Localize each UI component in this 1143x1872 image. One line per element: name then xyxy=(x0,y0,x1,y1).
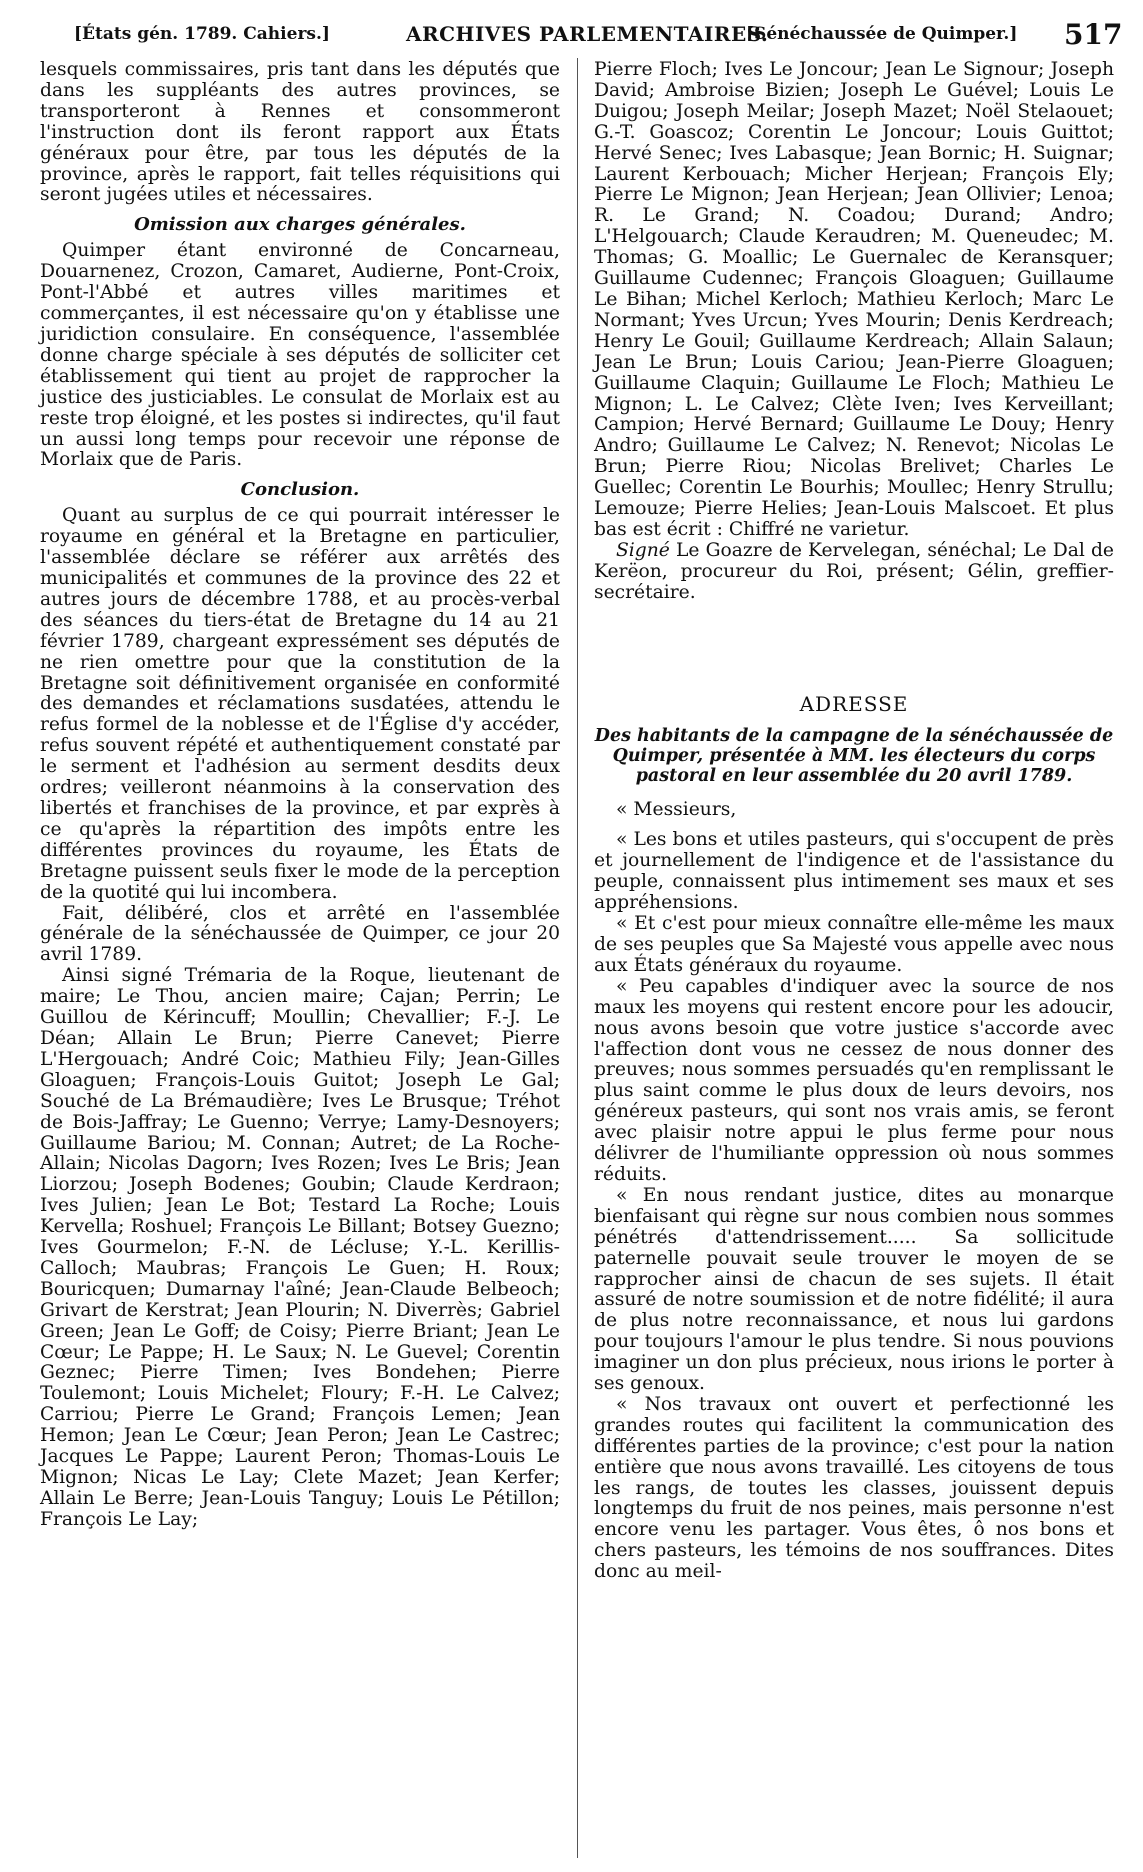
signed-names: Le Goazre de Kervelegan, sénéchal; Le Dal de Kerëon, procureur du Roi, présent; Gélin, greffier-secrétaire. xyxy=(594,539,1114,603)
adresse-title: ADRESSE xyxy=(799,691,909,716)
paragraph: « En nous rendant justice, dites au monarque bienfaisant qui règne sur nous combien nous sommes pénétrés d'attendrissement..... Sa sollicitude paternelle pouvait seule trouver le moyen de se rapprocher ainsi de chacun de ses sujets. Il était assuré de notre soumission et de notre fidélité; il aura de plus notre reconnaissance, et nous lui gardons pour toujours l'amour le plus tendre. Si nous pouvions imaginer un don plus précieux, nous irions le porter à ses genoux. xyxy=(594,1184,1114,1395)
section-heading-conclusion: Conclusion. xyxy=(240,479,360,501)
adresse-subtitle: Des habitants de la campagne de la sénéchaussée de Quimper, présentée à MM. les électeurs du corps pastoral en leur assemblée du 20 avril 1789. xyxy=(594,725,1114,786)
paragraph: Quant au surplus de ce qui pourrait intéresser le royaume en général et la Bretagne en particulier, l'assemblée déclare se référer aux arrêtés des municipalités et communes de la province des 22 et autres jours de décembre 1788, et au procès-verbal des séances du tiers-état de Bretagne du 14 au 21 février 1789, chargeant expressément ses députés de ne rien omettre pour que la constitution de la Bretagne soit définitivement organisée en conformité des demandes et réclamations susdatées, attendu le refus formel de la noblesse et de l'Église d'y accéder, refus souvent répété et authentiquement constaté par le serment et l'adhésion au serment desdits deux ordres; veilleront néanmoins à la conservation des libertés et franchises de la province, et par exprès à ce qu'après la répartition des impôts entre les différentes provinces du royaume, les États de Bretagne puissent seuls fixer le mode de la perception de la quotité qui lui incombera. xyxy=(40,505,560,903)
paragraph: « Peu capables d'indiquer avec la source de nos maux les moyens qui restent encore pour les adoucir, nous avons besoin que votre justice s'accorde avec l'affection dont vous ne cessez de nous donner des preuves; nous sommes persuadés qu'en remplissant le plus saint comme le plus doux de leurs devoirs, nos généreux pasteurs, qui sont nos vrais amis, se feront avec plaisir notre appui le plus ferme pour nous délivrer de l'humiliante oppression où nous sommes réduits. xyxy=(594,975,1114,1185)
section-heading-omission: Omission aux charges générales. xyxy=(134,214,466,236)
paragraph: Fait, délibéré, clos et arrêté en l'assemblée générale de la sénéchaussée de Quimper, ce jour 20 avril 1789. xyxy=(40,902,560,966)
page-number: 517 xyxy=(1064,18,1123,51)
header-title: ARCHIVES PARLEMENTAIRES. xyxy=(406,22,769,46)
paragraph: lesquels commissaires, pris tant dans les députés que dans les suppléants des autres provinces, se transporteront à Rennes et consommeront l'instruction dont ils feront rapport aux États généraux pour être, par tous les députés de la province, après le rapport, fait telles réquisitions qui seront jugées utiles et nécessaires. xyxy=(40,59,560,206)
signatures-paragraph: Ainsi signé Trémaria de la Roque, lieutenant de maire; Le Thou, ancien maire; Cajan; Perrin; Le Guillou de Kérincuff; Moullin; Chevallier; F.-J. Le Déan; Allain Le Brun; Pierre Canevet; Pierre L'Hergouach; André Coic; Mathieu Fily; Jean-Gilles Gloaguen; François-Louis Guitot; Joseph Le Gal; Souché de La Brémaudière; Ives Le Brusque; Tréhot de Bois-Jaffray; Le Guenno; Verrye; Lamy-Desnoyers; Guillaume Bariou; M. Connan; Autret; de La Roche-Allain; Nicolas Dagorn; Ives Rozen; Ives Le Bris; Jean Liorzou; Joseph Bodenes; Goubin; Claude Kerdraon; Ives Julien; Jean Le Bot; Testard La Roche; Louis Kervella; Roshuel; François Le Billant; Botsey Guezno; Ives Gourmelon; F.-N. de Lécluse; Y.-L. Kerillis-Calloch; Maubras; François Le Guen; H. Roux; Bouricquen; Dumarnay l'aîné; Jean-Claude Belbeoch; Grivart de Kerstrat; Jean Plourin; N. Diverrès; Gabriel Green; Jean Le Goff; de Coisy; Pierre Briant; Jean Le Cœur; Le Pappe; H. Le Saux; N. Le Guevel; Corentin Geznec; Pierre Timen; Ives Bondehen; Pierre Toulemont; Louis Michelet; Floury; F.-H. Le Calvez; Carriou; Pierre Le Grand; François Lemen; Jean Hemon; Jean Le Cœur; Jean Peron; Jean Le Castrec; Jacques Le Pappe; Laurent Peron; Thomas-Louis Le Mignon; Nicas Le Lay; Clete Mazet; Jean Kerfer; Allain Le Berre; Jean-Louis Tanguy; Louis Le Pétillon; François Le Lay; xyxy=(40,965,560,1530)
paragraph: « Nos travaux ont ouvert et perfectionné les grandes routes qui facilitent la communication des différentes parties de la province; c'est pour la nation entière que nous avons travaillé. Les citoyens de tous les rangs, de toutes les classes, jouissent depuis longtemps du fruit de nos peines, mais personne n'est encore venu les partager. Vous êtes, ô nos bons et chers pasteurs, les témoins de nos souffrances. Dites donc au meil- xyxy=(594,1393,1114,1583)
paragraph: « Et c'est pour mieux connaître elle-même les maux de ses peuples que Sa Majesté vous appelle avec nous aux États généraux du royaume. xyxy=(594,913,1114,976)
right-column xyxy=(594,60,1114,1583)
signed-label: Signé xyxy=(616,539,670,561)
header-left: [États gén. 1789. Cahiers.] xyxy=(74,24,330,44)
signed-paragraph xyxy=(594,541,1114,604)
salutation: « Messieurs, xyxy=(616,798,737,820)
paragraph: Quimper étant environné de Concarneau, Douarnenez, Crozon, Camaret, Audierne, Pont-Croix, Pont-l'Abbé et autres villes maritimes et commerçantes, il est nécessaire qu'on y établisse une juridiction consulaire. En conséquence, l'assemblée donne charge spéciale à ses députés de solliciter cet établissement qui tient au projet de rapprocher la justice des justiciables. Le consulat de Morlaix est au reste trop éloigné, et les postes si indirectes, qu'il faut un aussi long temps pour recevoir une réponse de Morlaix que de Paris. xyxy=(40,240,560,471)
running-header xyxy=(34,18,1123,51)
paragraph: « Les bons et utiles pasteurs, qui s'occupent de près et journellement de l'indigence et de l'assistance du peuple, connaissent plus intimement ses maux et ses appréhensions. xyxy=(594,829,1114,914)
column-divider xyxy=(577,58,578,1858)
signatures-continued: Pierre Floch; Ives Le Joncour; Jean Le Signour; Joseph David; Ambroise Bizien; Joseph Le Guével; Louis Le Duigou; Joseph Meilar; Joseph Mazet; Noël Stelaouet; G.-T. Goascoz; Corentin Le Joncour; Louis Guittot; Hervé Senec; Ives Labasque; Jean Bornic; H. Suignar; Laurent Kerbouach; Micher Herjean; François Ely; Pierre Le Mignon; Jean Herjean; Jean Ollivier; Lenoa; R. Le Grand; N. Coadou; Durand; Andro; L'Helgouarch; Claude Keraudren; M. Queneudec; M. Thomas; G. Moallic; Le Guernalec de Keransquer; Guillaume Cudennec; François Gloaguen; Guillaume Le Bihan; Michel Kerloch; Mathieu Kerloch; Marc Le Normant; Yves Urcun; Yves Mourin; Denis Kerdreach; Henry Le Gouil; Guillaume Kerdreach; Allain Salaun; Jean Le Brun; Louis Cariou; Jean-Pierre Gloaguen; Guillaume Claquin; Guillaume Le Floch; Mathieu Le Mignon; L. Le Calvez; Clète Iven; Ives Kerveillant; Campion; Hervé Bernard; Guillaume Le Douy; Henry Andro; Guillaume Le Calvez; N. Renevot; Nicolas Le Brun; Pierre Riou; Nicolas Brelivet; Charles Le Guellec; Corentin Le Bourhis; Moullec; Henry Strullu; Lemouze; Pierre Helies; Jean-Louis Malscoet. Et plus bas est écrit : Chiffré ne varietur. xyxy=(594,59,1114,540)
header-right: [Sénéchaussée de Quimper.] xyxy=(746,24,1018,44)
left-column xyxy=(40,60,560,1531)
